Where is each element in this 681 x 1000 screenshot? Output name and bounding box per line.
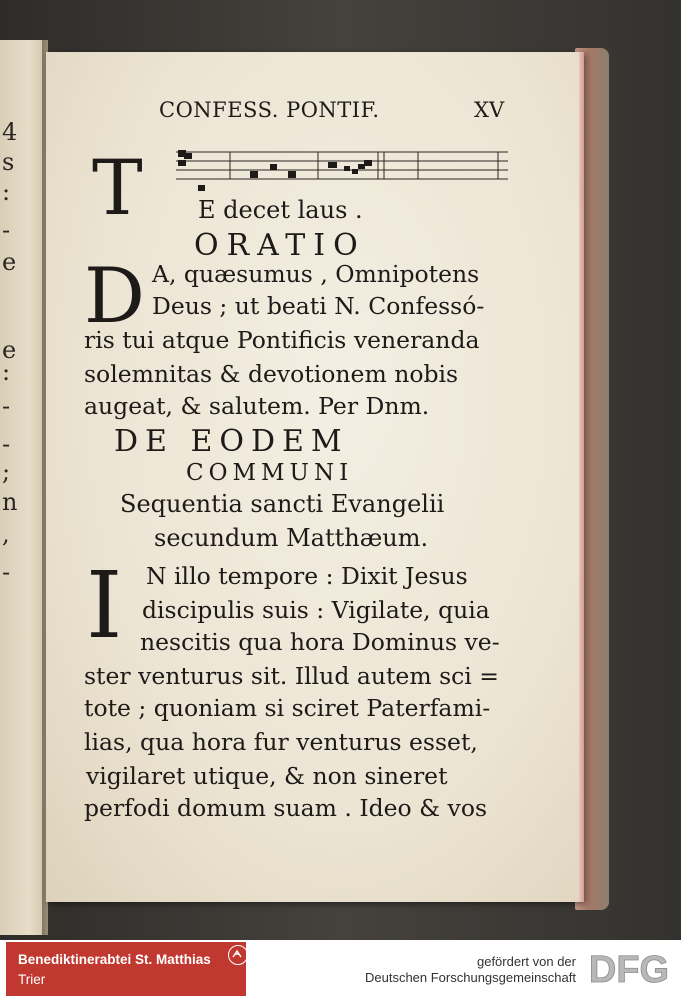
gospel-line: ster venturus sit. Illud autem sci =: [84, 662, 499, 690]
sequentia-line: secundum Matthæum.: [154, 524, 429, 552]
dfg-logo-icon[interactable]: [585, 946, 673, 990]
communi-heading: COMMUNI: [186, 460, 354, 486]
gospel-line: lias, qua hora fur venturus esset,: [84, 728, 478, 756]
prev-page-fragment: -: [2, 216, 11, 244]
page-number: XV: [474, 98, 505, 122]
gospel-line: vigilaret utique, & non sineret: [86, 762, 448, 790]
oratio-initial: D: [84, 251, 145, 340]
prev-page-fragment: -: [2, 392, 11, 420]
oratio-line: ris tui atque Pontificis veneranda: [84, 326, 480, 354]
prev-page-fragment: e: [2, 248, 17, 276]
prev-page-fragment: n: [2, 488, 18, 516]
previous-page-edge: [0, 40, 48, 935]
prev-page-fragment: ;: [2, 458, 11, 486]
running-head: CONFESS. PONTIF.: [159, 98, 380, 122]
oratio-line: solemnitas & devotionem nobis: [84, 360, 459, 388]
prev-page-fragment: :: [2, 178, 11, 206]
oratio-line: augeat, & salutem. Per Dnm.: [84, 392, 430, 420]
oratio-heading: ORATIO: [194, 228, 366, 263]
chant-incipit: E decet laus .: [198, 196, 363, 224]
oratio-line: Deus ; ut beati N. Confessó-: [152, 292, 485, 320]
funding-line-1: gefördert von der: [476, 954, 576, 969]
institution-badge[interactable]: [6, 942, 246, 996]
prev-page-fragment: -: [2, 430, 11, 458]
de-eodem-heading: DE EODEM: [114, 424, 349, 459]
dfg-logo-text: DFG: [588, 949, 670, 990]
footer-bar: [0, 940, 681, 1000]
funding-line-2: Deutschen Forschungsgemeinschaft: [364, 970, 576, 985]
gospel-line: perfodi domum suam . Ideo & vos: [84, 794, 488, 822]
abbey-emblem-icon: [228, 945, 248, 965]
sequentia-line: Sequentia sancti Evangelii: [120, 490, 445, 518]
prev-page-fragment: :: [2, 358, 11, 386]
prev-page-fragment: e: [2, 336, 17, 364]
institution-name: Benediktinerabtei St. Matthias: [18, 952, 211, 967]
red-page-edge: [579, 52, 584, 902]
prev-page-fragment: 4: [2, 118, 18, 146]
chant-initial: T: [92, 143, 143, 232]
prev-page-fragment: ,: [2, 520, 10, 548]
book-page: [46, 52, 584, 902]
gospel-initial: I: [86, 552, 123, 659]
gospel-line: N illo tempore : Dixit Jesus: [146, 562, 468, 590]
oratio-line: A, quæsumus , Omnipotens: [152, 260, 480, 288]
gospel-line: nescitis qua hora Dominus ve-: [140, 628, 500, 656]
gospel-line: tote ; quoniam si sciret Paterfami-: [84, 694, 491, 722]
prev-page-fragment: s: [2, 148, 15, 176]
prev-page-fragment: -: [2, 558, 11, 586]
chant-staff: [172, 148, 508, 192]
gospel-line: discipulis suis : Vigilate, quia: [142, 596, 490, 624]
institution-city: Trier: [18, 972, 46, 987]
